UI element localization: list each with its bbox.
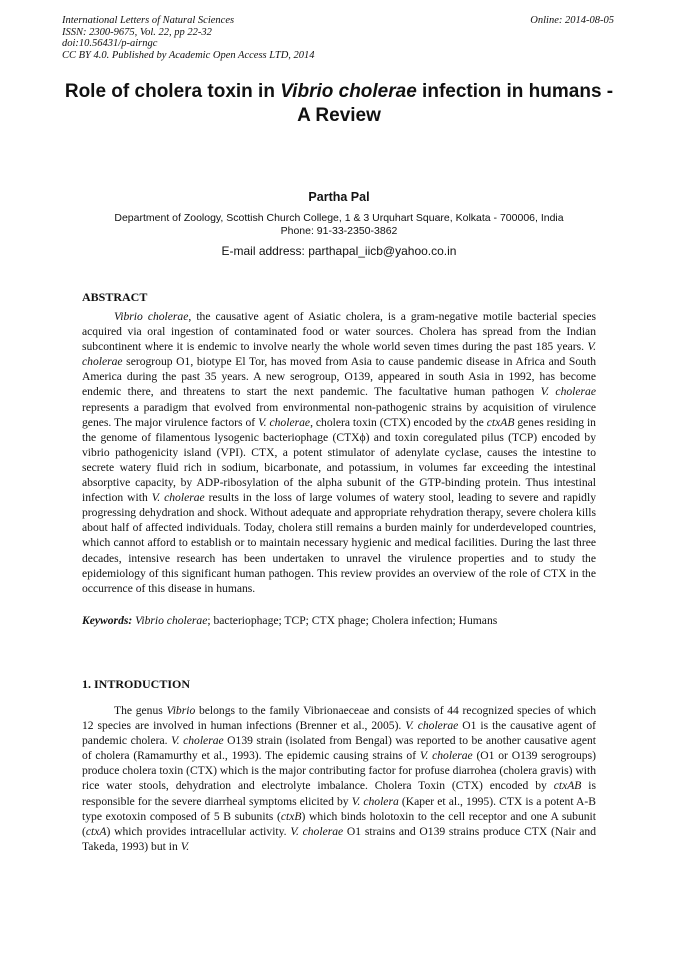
abstract-text: represents a paradigm that evolved from environmental non-pathogenic strains by acquisition of virulence genes. The major virulence factors of: [82, 400, 596, 429]
license-line: CC BY 4.0. Published by Academic Open Access LTD, 2014: [62, 49, 315, 61]
intro-body: [82, 703, 596, 854]
species-name: V.: [180, 839, 190, 853]
gene-name: ctxAB: [486, 415, 515, 429]
species-name: V. cholerae: [258, 415, 311, 429]
species-name: V. cholerae: [171, 734, 224, 748]
intro-text: O1 is the causative agent of pandemic cholera.: [82, 719, 596, 748]
abstract-text: , cholera toxin (CTX) encoded by the: [310, 415, 487, 429]
journal-header: [62, 15, 315, 61]
keywords-line: [82, 614, 596, 627]
species-name: V. cholerae: [151, 491, 205, 505]
genus-name: Vibrio: [166, 704, 196, 717]
intro-heading: 1. INTRODUCTION: [82, 677, 191, 691]
author-affiliation: [60, 212, 618, 237]
abstract-text: results in the loss of large volumes of watery stool, leading to severe and rapidly progressing dehydration and shock. Without adequate and appropriate rehydration therapy, severe cholera kills about half of affected individuals. Today, cholera still remains a burden mainly for underdeveloped countries, which cannot afford to establish or to maintain necessary hygienic and medical facilities. During the last three decades, intensive research has been undertaken to unravel the virulence properties and to study the epidemiology of this significant human pathogen. This review provides an overview of the role of CTX in the occurrence of this disease in humans.: [82, 491, 596, 595]
species-name: V. cholerae: [405, 719, 459, 733]
species-name: Vibrio cholerae: [114, 310, 189, 323]
intro-text: ) which binds holotoxin to the cell receptor and one A subunit (: [82, 809, 596, 838]
species-name: V. cholera: [351, 794, 399, 808]
doi-line: doi:10.56431/p-airngc: [62, 38, 158, 49]
abstract-text: , the causative agent of Asiatic cholera, is a gram-negative motile bacterial species acquired via oral ingestion of contaminated food or water sources. Cholera has spread from the Indian subcontinent where it is endemic to involve nearly the whole world seven times during the past 185 years.: [82, 310, 596, 354]
abstract-text: serogroup O1, biotype El Tor, has moved from Asia to cause pandemic disease in Africa and South America during the past 35 years. A new serogroup, O139, appeared in south Asia in 1992, has become endemic there, and threatens to start the next pandemic. The facultative human pathogen: [82, 355, 596, 399]
phone-line: Phone: 91-33-2350-3862: [280, 224, 398, 237]
keywords-label: Keywords: [82, 614, 129, 627]
online-date: Online: 2014-08-05: [530, 15, 614, 26]
species-name: V. cholerae: [82, 340, 596, 369]
abstract-text: genes residing in the genome of filamentous lysogenic bacteriophage (CTXϕ) and toxin coregulated pilus (TCP) encoded by vibrio pathogenicity island (VPI). CTX, a potent stimulator of adenylate cyclase, causes the intestine to secrete watery fluid rich in sodium, bicarbonate, and potassium, in volumes far exceeding the intestinal absorptive capacity, by ADP-ribosylation of the alpha subunit of the GTP-binding protein. Thus intestinal infection with: [82, 415, 596, 505]
intro-text: ) which provides intracellular activity.: [106, 824, 291, 838]
affiliation-line: Department of Zoology, Scottish Church College, 1 & 3 Urquhart Square, Kolkata - 700006, India: [114, 212, 564, 224]
keywords-rest: ; bacteriophage; TCP; CTX phage; Cholera infection; Humans: [207, 614, 498, 627]
keywords-colon: :: [128, 614, 136, 627]
intro-text: The genus: [114, 704, 167, 717]
title-part-1: Role of cholera toxin in: [64, 81, 281, 102]
issn-line: ISSN: 2300-9675, Vol. 22, pp 22-32: [62, 26, 212, 38]
gene-name: ctxAB: [553, 779, 582, 793]
abstract-body: [82, 309, 596, 596]
email-line: E-mail address: parthapal_iicb@yahoo.co.in: [221, 244, 457, 258]
intro-text: is responsible for the severe diarrheal symptoms elicited by: [82, 779, 597, 808]
gene-name: ctxA: [85, 824, 107, 838]
intro-text: (Kaper et al., 1995). CTX is a potent A-B type exotoxin composed of 5 B subunits (: [82, 794, 596, 823]
paper-title: [60, 80, 618, 128]
abstract-heading: ABSTRACT: [82, 290, 148, 304]
journal-name: International Letters of Natural Sciences: [62, 15, 235, 26]
author-name: Partha Pal: [308, 190, 370, 204]
intro-text: belongs to the family Vibrionaeceae and consists of 44 recognized species of which 12 species are involved in human infections (Brenner et al., 2005).: [82, 704, 596, 733]
species-name: V. cholerae: [540, 385, 596, 399]
keyword-species: Vibrio cholerae: [135, 614, 208, 627]
intro-text: O139 strain (isolated from Bengal) was reported to be another causative agent of cholera (Ramamurthy et al., 1993). The epidemic causing strains of: [82, 734, 596, 763]
gene-name: ctxB: [280, 809, 302, 823]
intro-text: O1 strains and O139 strains produce CTX (Nair and Takeda, 1993) but in: [82, 824, 596, 853]
intro-text: (O1 or O139 serogroups) produce cholera toxin (CTX) which is the major contributing factor for profuse diarrohea (cholera gravis) with rice water stools, dehydration and electrolyte imbalance. Cholera Toxin (CTX) encoded by: [82, 749, 596, 793]
title-species: Vibrio cholerae: [280, 81, 417, 102]
title-part-2: infection in humans - A Review: [297, 81, 614, 126]
species-name: V. cholerae: [419, 749, 473, 763]
species-name: V. cholerae: [290, 824, 344, 838]
